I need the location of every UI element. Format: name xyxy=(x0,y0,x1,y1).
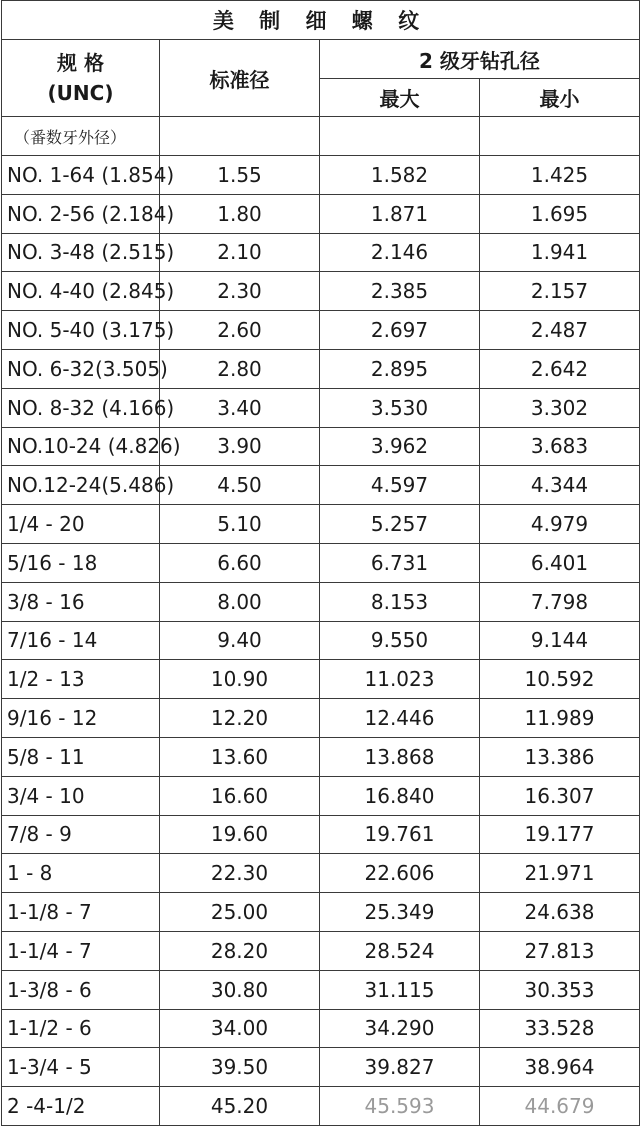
table-row xyxy=(2,970,640,1009)
min-cell: 19.177 xyxy=(480,815,640,854)
max-cell: 12.446 xyxy=(320,699,480,738)
table-body xyxy=(2,117,640,1126)
min-cell: 2.157 xyxy=(480,272,640,311)
standard-cell: 8.00 xyxy=(160,582,320,621)
table-row xyxy=(2,1048,640,1087)
standard-cell: 1.55 xyxy=(160,156,320,195)
max-cell: 1.582 xyxy=(320,156,480,195)
standard-cell: 39.50 xyxy=(160,1048,320,1087)
min-cell: 2.642 xyxy=(480,349,640,388)
drill-diameter-group-header: 2 级牙钻孔径 xyxy=(320,40,640,79)
title-row xyxy=(2,1,640,40)
max-cell: 16.840 xyxy=(320,776,480,815)
table-title: 美 制 细 螺 纹 xyxy=(2,1,640,40)
spec-cell: NO. 2-56 (2.184) xyxy=(2,194,160,233)
standard-cell: 12.20 xyxy=(160,699,320,738)
max-cell: 3.962 xyxy=(320,427,480,466)
spec-cell: 9/16 - 12 xyxy=(2,699,160,738)
spec-cell: NO. 1-64 (1.854) xyxy=(2,156,160,195)
table-row xyxy=(2,699,640,738)
standard-cell: 10.90 xyxy=(160,660,320,699)
standard-column-header: 标准径 xyxy=(160,40,320,117)
table-row xyxy=(2,776,640,815)
spec-cell: NO. 3-48 (2.515) xyxy=(2,233,160,272)
standard-cell: 16.60 xyxy=(160,776,320,815)
spec-cell: 5/8 - 11 xyxy=(2,737,160,776)
min-cell: 24.638 xyxy=(480,893,640,932)
min-cell: 16.307 xyxy=(480,776,640,815)
spec-cell: 1-1/8 - 7 xyxy=(2,893,160,932)
note-cell: （番数牙外径） xyxy=(2,117,160,156)
spec-cell: NO.12-24(5.486) xyxy=(2,466,160,505)
spec-cell: 1/2 - 13 xyxy=(2,660,160,699)
standard-cell: 30.80 xyxy=(160,970,320,1009)
table-row xyxy=(2,893,640,932)
min-cell: 9.144 xyxy=(480,621,640,660)
spec-cell: 1 - 8 xyxy=(2,854,160,893)
table-row xyxy=(2,272,640,311)
max-cell: 2.385 xyxy=(320,272,480,311)
standard-cell: 2.10 xyxy=(160,233,320,272)
max-cell: 3.530 xyxy=(320,388,480,427)
spec-cell: 7/16 - 14 xyxy=(2,621,160,660)
table-row xyxy=(2,388,640,427)
min-cell: 3.302 xyxy=(480,388,640,427)
table-row xyxy=(2,349,640,388)
min-cell: 2.487 xyxy=(480,311,640,350)
table-row xyxy=(2,156,640,195)
min-cell: 6.401 xyxy=(480,543,640,582)
max-cell: 19.761 xyxy=(320,815,480,854)
standard-cell: 3.90 xyxy=(160,427,320,466)
max-cell: 6.731 xyxy=(320,543,480,582)
spec-cell: NO. 6-32(3.505) xyxy=(2,349,160,388)
standard-cell: 45.20 xyxy=(160,1087,320,1126)
table-row xyxy=(2,233,640,272)
min-cell: 21.971 xyxy=(480,854,640,893)
min-cell: 11.989 xyxy=(480,699,640,738)
table-row xyxy=(2,1009,640,1048)
spec-cell: 1/4 - 20 xyxy=(2,505,160,544)
max-cell: 9.550 xyxy=(320,621,480,660)
max-cell: 2.146 xyxy=(320,233,480,272)
min-cell: 1.425 xyxy=(480,156,640,195)
standard-cell: 2.30 xyxy=(160,272,320,311)
spec-cell: 3/8 - 16 xyxy=(2,582,160,621)
table-row xyxy=(2,931,640,970)
min-cell: 1.695 xyxy=(480,194,640,233)
min-cell: 38.964 xyxy=(480,1048,640,1087)
max-cell: 39.827 xyxy=(320,1048,480,1087)
min-cell: 27.813 xyxy=(480,931,640,970)
standard-cell: 4.50 xyxy=(160,466,320,505)
min-cell: 1.941 xyxy=(480,233,640,272)
table-row xyxy=(2,854,640,893)
table-row xyxy=(2,582,640,621)
standard-cell: 9.40 xyxy=(160,621,320,660)
max-cell: 22.606 xyxy=(320,854,480,893)
max-cell: 2.697 xyxy=(320,311,480,350)
spec-cell: 3/4 - 10 xyxy=(2,776,160,815)
table-row xyxy=(2,815,640,854)
spec-column-header xyxy=(2,40,160,117)
min-cell: 10.592 xyxy=(480,660,640,699)
min-cell: 13.386 xyxy=(480,737,640,776)
standard-cell: 2.80 xyxy=(160,349,320,388)
table-row xyxy=(2,1087,640,1126)
max-cell: 31.115 xyxy=(320,970,480,1009)
spec-header-line2: (UNC) xyxy=(47,81,114,105)
min-cell: 3.683 xyxy=(480,427,640,466)
max-cell: 45.593 xyxy=(320,1087,480,1126)
max-cell: 34.290 xyxy=(320,1009,480,1048)
note-empty-cell xyxy=(320,117,480,156)
max-cell: 25.349 xyxy=(320,893,480,932)
max-cell: 4.597 xyxy=(320,466,480,505)
note-empty-cell xyxy=(480,117,640,156)
min-column-header: 最小 xyxy=(480,79,640,117)
max-cell: 8.153 xyxy=(320,582,480,621)
standard-cell: 34.00 xyxy=(160,1009,320,1048)
table-row xyxy=(2,660,640,699)
standard-cell: 6.60 xyxy=(160,543,320,582)
min-cell: 30.353 xyxy=(480,970,640,1009)
standard-cell: 19.60 xyxy=(160,815,320,854)
standard-cell: 1.80 xyxy=(160,194,320,233)
spec-cell: NO. 5-40 (3.175) xyxy=(2,311,160,350)
max-cell: 28.524 xyxy=(320,931,480,970)
max-column-header: 最大 xyxy=(320,79,480,117)
max-cell: 5.257 xyxy=(320,505,480,544)
min-cell: 4.344 xyxy=(480,466,640,505)
spec-cell: 2 -4-1/2 xyxy=(2,1087,160,1126)
spec-cell: 1-3/4 - 5 xyxy=(2,1048,160,1087)
standard-cell: 28.20 xyxy=(160,931,320,970)
note-empty-cell xyxy=(160,117,320,156)
note-row xyxy=(2,117,640,156)
standard-cell: 13.60 xyxy=(160,737,320,776)
standard-cell: 3.40 xyxy=(160,388,320,427)
min-cell: 33.528 xyxy=(480,1009,640,1048)
table-row xyxy=(2,543,640,582)
spec-cell: 1-1/4 - 7 xyxy=(2,931,160,970)
spec-cell: 7/8 - 9 xyxy=(2,815,160,854)
table-row xyxy=(2,311,640,350)
min-cell: 4.979 xyxy=(480,505,640,544)
spec-cell: 1-3/8 - 6 xyxy=(2,970,160,1009)
max-cell: 1.871 xyxy=(320,194,480,233)
spec-cell: NO.10-24 (4.826) xyxy=(2,427,160,466)
table-row xyxy=(2,466,640,505)
spec-cell: 1-1/2 - 6 xyxy=(2,1009,160,1048)
unc-thread-table xyxy=(1,0,640,1126)
standard-cell: 22.30 xyxy=(160,854,320,893)
table-row xyxy=(2,505,640,544)
standard-cell: 25.00 xyxy=(160,893,320,932)
table-row xyxy=(2,737,640,776)
table-row xyxy=(2,621,640,660)
max-cell: 13.868 xyxy=(320,737,480,776)
min-cell: 7.798 xyxy=(480,582,640,621)
min-cell: 44.679 xyxy=(480,1087,640,1126)
header-row-top xyxy=(2,40,640,79)
table-row xyxy=(2,427,640,466)
standard-cell: 2.60 xyxy=(160,311,320,350)
spec-cell: 5/16 - 18 xyxy=(2,543,160,582)
max-cell: 2.895 xyxy=(320,349,480,388)
spec-cell: NO. 8-32 (4.166) xyxy=(2,388,160,427)
table-row xyxy=(2,194,640,233)
standard-cell: 5.10 xyxy=(160,505,320,544)
max-cell: 11.023 xyxy=(320,660,480,699)
spec-header-line1: 规 格 xyxy=(57,51,104,75)
spec-cell: NO. 4-40 (2.845) xyxy=(2,272,160,311)
